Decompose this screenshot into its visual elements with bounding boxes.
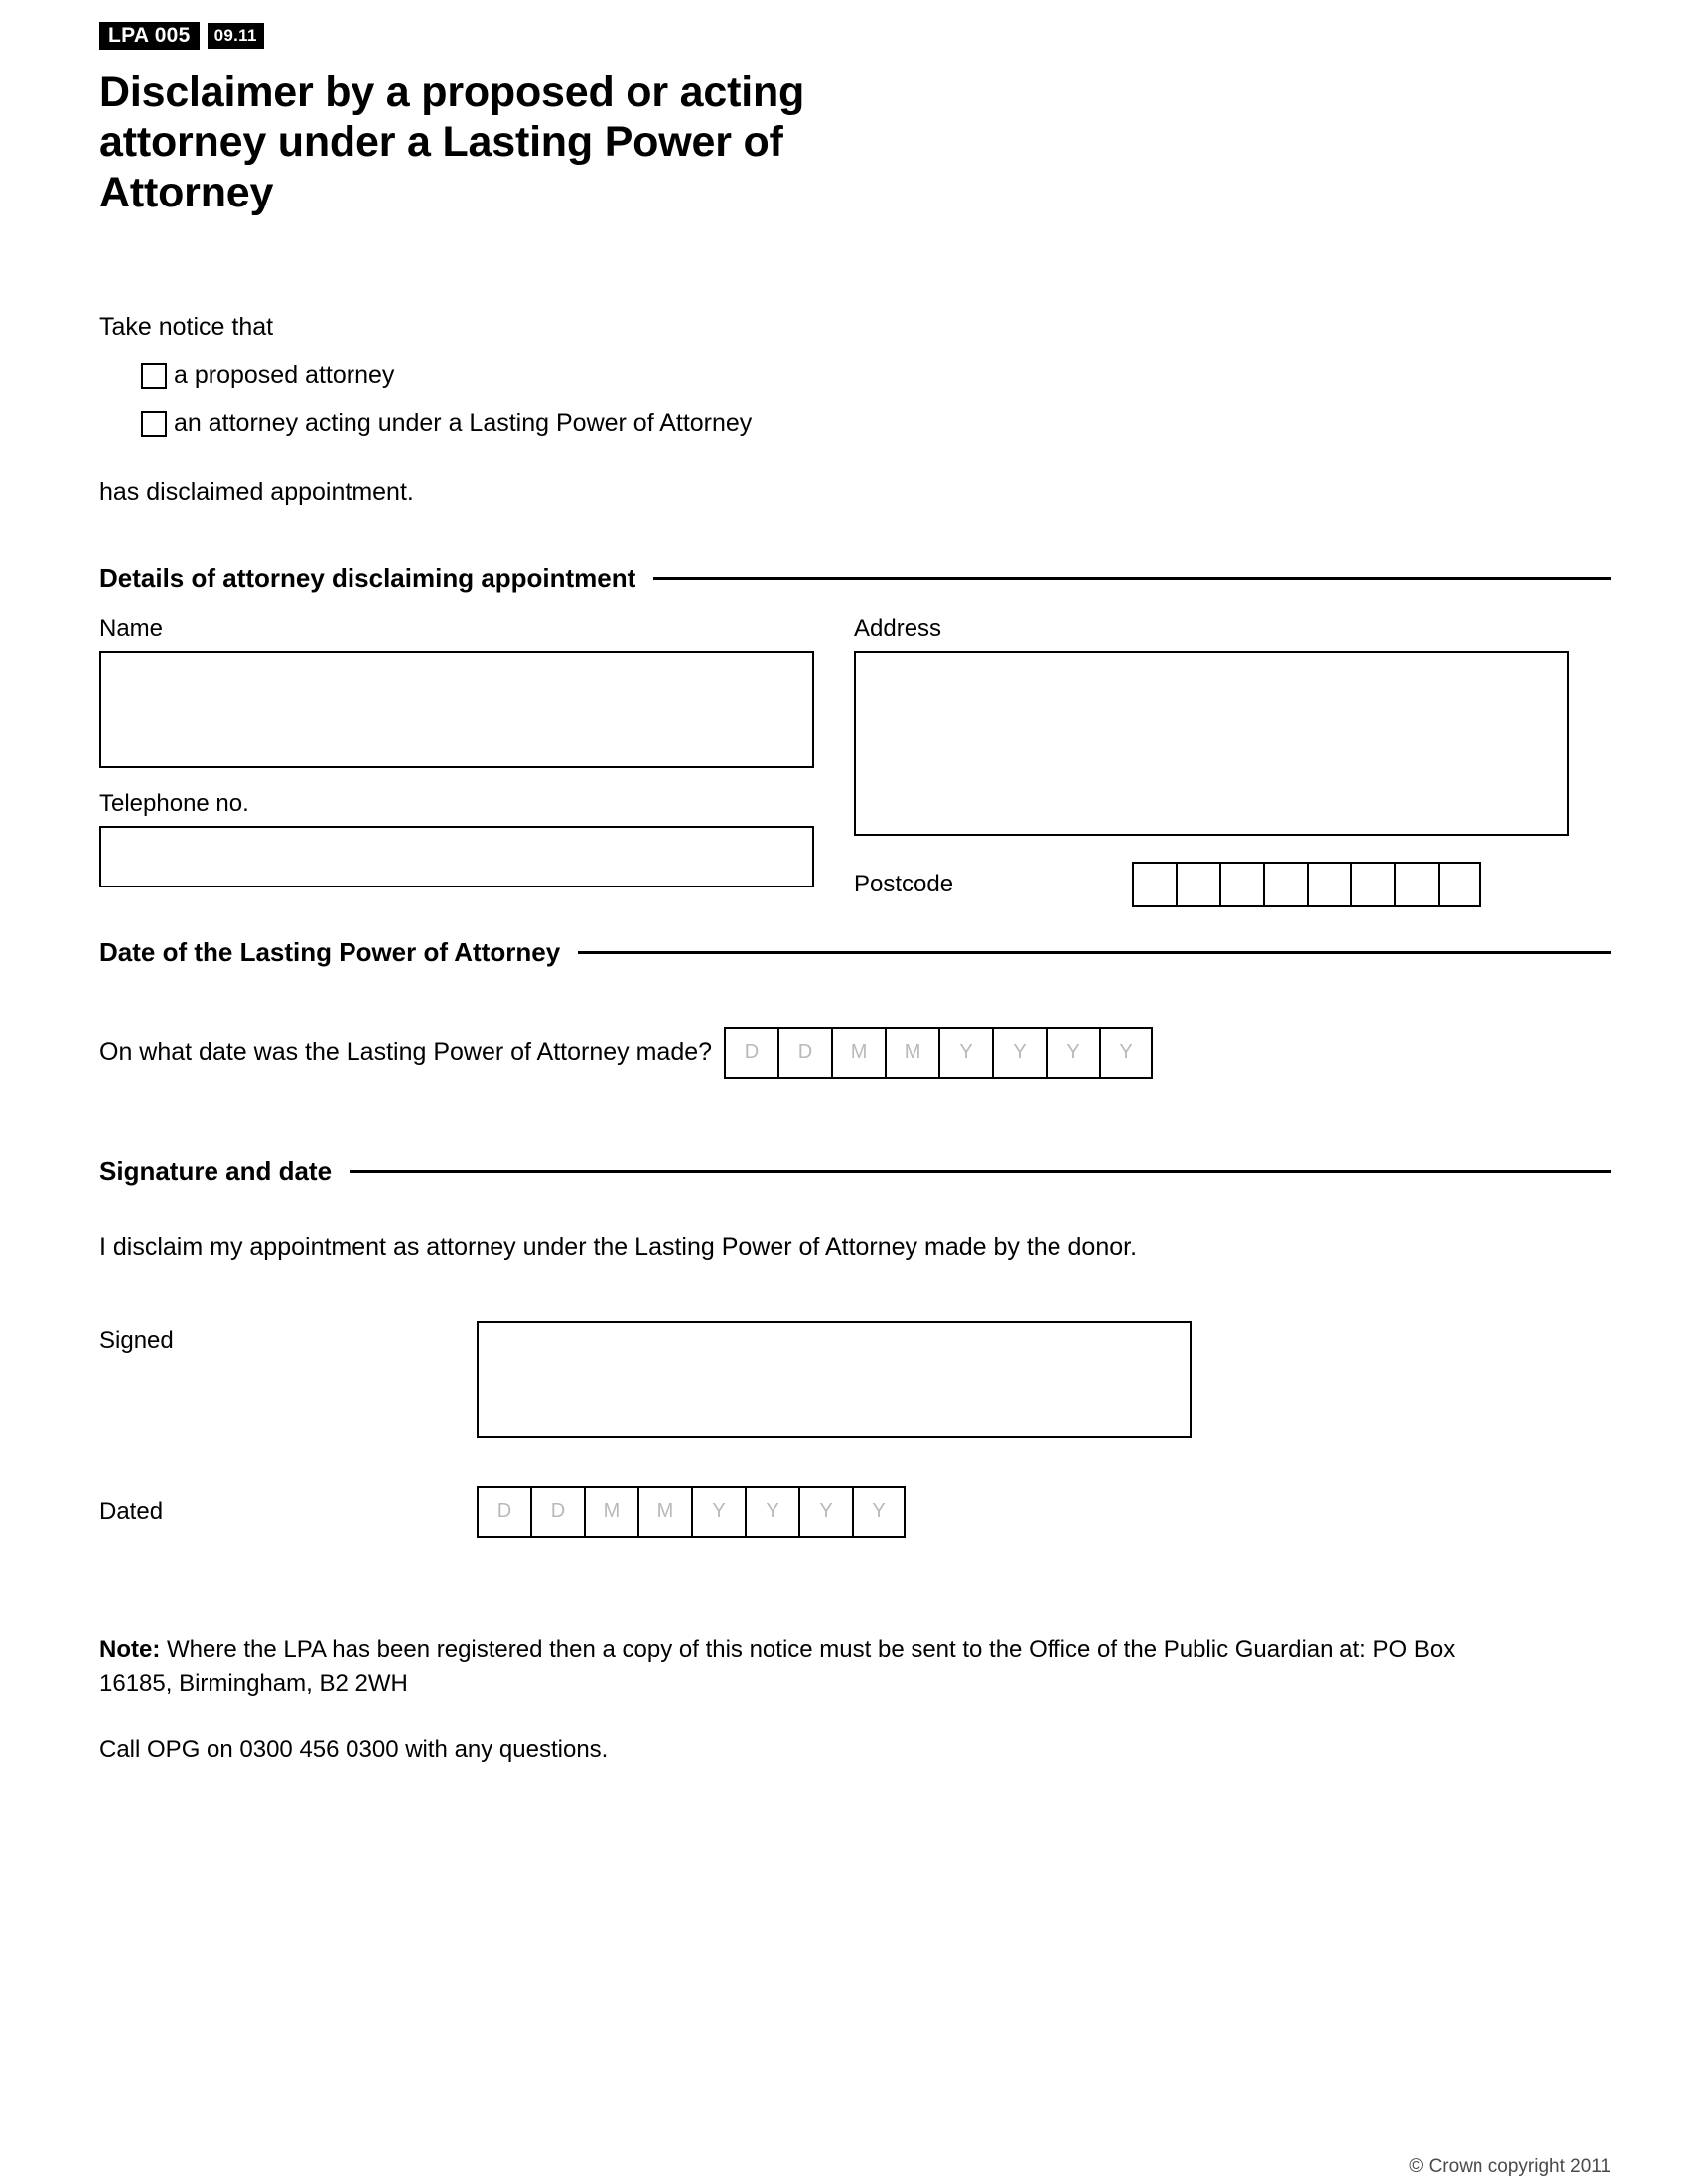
lpa-date-cell-m2[interactable]: M: [885, 1027, 938, 1079]
call-opg-text: Call OPG on 0300 456 0300 with any questions.: [99, 1736, 609, 1764]
form-code-row: [99, 22, 1611, 50]
form-code-badge: LPA 005: [99, 22, 200, 50]
postcode-label: Postcode: [854, 870, 954, 897]
dated-row: [99, 1486, 1611, 1538]
signature-date-cell-m1[interactable]: M: [584, 1486, 637, 1538]
note-body: Where the LPA has been registered then a copy of this notice must be sent to the Office of the Public Guardian at: PO Box 16185, Birmingham, B2 2WH: [99, 1635, 1456, 1697]
postcode-cell[interactable]: [1350, 862, 1394, 907]
signature-date-input[interactable]: [477, 1486, 906, 1538]
lpa-date-row: [99, 1027, 1611, 1079]
lpa-date-cell-y4[interactable]: Y: [1099, 1027, 1153, 1079]
disclaimed-appointment-text: has disclaimed appointment.: [99, 478, 414, 506]
checkbox-acting-attorney[interactable]: [141, 411, 167, 437]
note-prefix: Note:: [99, 1635, 161, 1663]
disclaim-statement: I disclaim my appointment as attorney under the Lasting Power of Attorney made by the donor.: [99, 1232, 1138, 1261]
checkbox-row-acting-attorney[interactable]: [141, 411, 1611, 437]
telephone-input[interactable]: [99, 826, 814, 887]
signature-date-cell-y3[interactable]: Y: [798, 1486, 852, 1538]
name-input[interactable]: [99, 651, 814, 768]
address-input[interactable]: [854, 651, 1569, 836]
section-heading-signature-label: Signature and date: [99, 1156, 333, 1186]
postcode-input[interactable]: [1132, 862, 1481, 907]
checkbox-row-proposed-attorney[interactable]: [141, 363, 1611, 389]
lpa-date-cell-d2[interactable]: D: [777, 1027, 831, 1079]
form-version-badge: 09.11: [208, 23, 264, 49]
details-left-column: [99, 615, 814, 887]
signature-input[interactable]: [477, 1321, 1192, 1438]
signature-date-cell-y1[interactable]: Y: [691, 1486, 745, 1538]
lpa-date-cell-y3[interactable]: Y: [1046, 1027, 1099, 1079]
dated-label: Dated: [99, 1497, 164, 1525]
section-heading-lpa-date-label: Date of the Lasting Power of Attorney: [99, 936, 561, 967]
address-label: Address: [854, 614, 942, 642]
note-text: [99, 1633, 1529, 1701]
section-heading-details-label: Details of attorney disclaiming appointment: [99, 562, 636, 593]
section-rule: [578, 951, 1611, 954]
signed-row: [99, 1321, 1611, 1438]
lpa-date-cell-d1[interactable]: D: [724, 1027, 777, 1079]
postcode-cell[interactable]: [1263, 862, 1307, 907]
postcode-cell[interactable]: [1394, 862, 1438, 907]
checkbox-label-acting-attorney: an attorney acting under a Lasting Power of Attorney: [174, 409, 753, 438]
postcode-cell[interactable]: [1307, 862, 1350, 907]
lpa-date-cell-m1[interactable]: M: [831, 1027, 885, 1079]
section-heading-details: [99, 563, 1611, 594]
signature-date-cell-m2[interactable]: M: [637, 1486, 691, 1538]
take-notice-text: Take notice that: [99, 312, 274, 341]
postcode-cell[interactable]: [1438, 862, 1481, 907]
postcode-cell[interactable]: [1219, 862, 1263, 907]
page-title: Disclaimer by a proposed or acting attorney under a Lasting Power of Attorney: [99, 68, 805, 216]
signature-date-cell-y4[interactable]: Y: [852, 1486, 906, 1538]
name-label: Name: [99, 614, 164, 642]
section-heading-signature: [99, 1157, 1611, 1187]
checkbox-proposed-attorney[interactable]: [141, 363, 167, 389]
lpa-date-question: On what date was the Lasting Power of Attorney made?: [99, 1038, 713, 1067]
checkbox-label-proposed-attorney: a proposed attorney: [174, 361, 395, 390]
signature-date-cell-d1[interactable]: D: [477, 1486, 530, 1538]
postcode-cell[interactable]: [1176, 862, 1219, 907]
postcode-row: [854, 862, 1569, 907]
signed-label: Signed: [99, 1326, 174, 1354]
details-right-column: [854, 615, 1569, 907]
signature-date-cell-y2[interactable]: Y: [745, 1486, 798, 1538]
signature-date-cell-d2[interactable]: D: [530, 1486, 584, 1538]
section-heading-lpa-date: [99, 937, 1611, 968]
lpa-date-cell-y1[interactable]: Y: [938, 1027, 992, 1079]
postcode-cell[interactable]: [1132, 862, 1176, 907]
details-fields: [99, 614, 1611, 897]
copyright-footer: © Crown copyright 2011: [1409, 2156, 1611, 2177]
lpa-date-cell-y2[interactable]: Y: [992, 1027, 1046, 1079]
lpa-date-input[interactable]: [724, 1027, 1153, 1079]
telephone-label: Telephone no.: [99, 789, 249, 817]
section-rule: [653, 577, 1611, 580]
section-rule: [350, 1170, 1611, 1173]
